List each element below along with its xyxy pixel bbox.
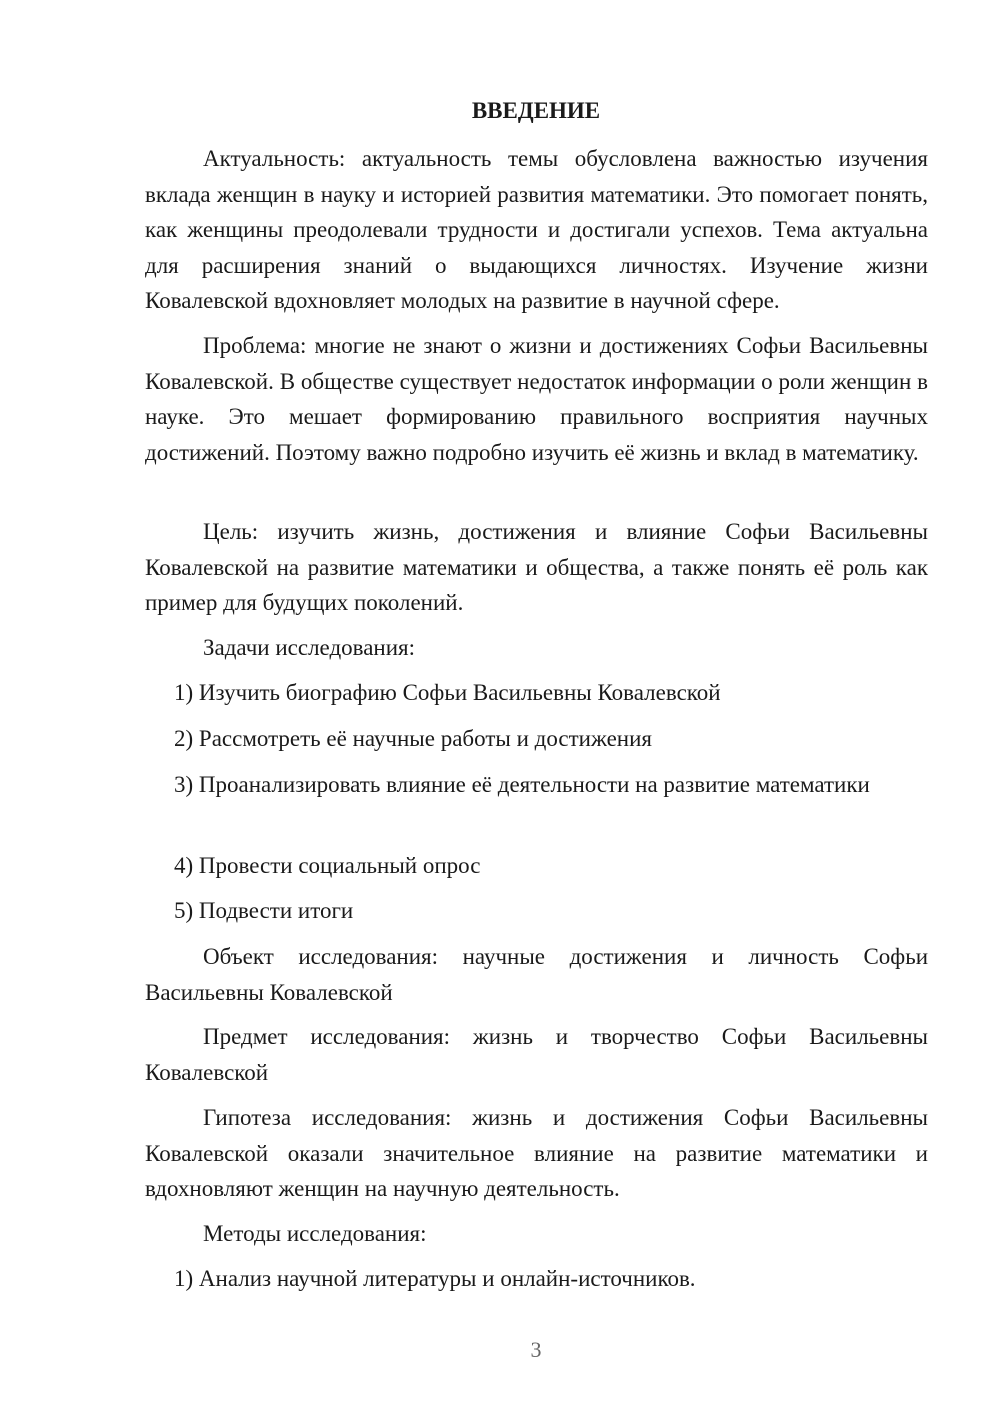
paragraph-tasks-heading: Задачи исследования: (203, 635, 416, 660)
list-item-task-3: 3) Проанализировать влияние её деятельности на развитие математики (174, 772, 870, 797)
paragraph-subject: Предмет исследования: жизнь и творчество Софьи Васильевны Ковалевской (145, 1024, 928, 1085)
paragraph-goal: Цель: изучить жизнь, достижения и влияние Софьи Васильевны Ковалевской на развитие математики и общества, а также понять её роль как пример для будущих поколений. (145, 519, 928, 615)
list-item-task-2: 2) Рассмотреть её научные работы и достижения (174, 726, 652, 751)
page-number: 3 (530, 1337, 542, 1362)
paragraph-hypothesis: Гипотеза исследования: жизнь и достижения Софьи Васильевны Ковалевской оказали значительное влияние на развитие математики и вдохновляют женщин на научную деятельность. (145, 1105, 928, 1201)
section-title: ВВЕДЕНИЕ (471, 98, 601, 123)
paragraph-problem: Проблема: многие не знают о жизни и достижениях Софьи Васильевны Ковалевской. В обществе существует недостаток информации о роли женщин в науке. Это мешает формированию правильного восприятия научных достижений. Поэтому важно подробно изучить её жизнь и вклад в математику. (145, 333, 928, 465)
list-item-task-5: 5) Подвести итоги (174, 898, 354, 923)
paragraph-methods-heading: Методы исследования: (203, 1221, 427, 1246)
list-item-task-1: 1) Изучить биографию Софьи Васильевны Ковалевской (174, 680, 721, 705)
paragraph-object: Объект исследования: научные достижения и личность Софьи Васильевны Ковалевской (145, 944, 928, 1005)
list-item-method-1: 1) Анализ научной литературы и онлайн-источников. (174, 1266, 696, 1291)
list-item-task-4: 4) Провести социальный опрос (174, 853, 481, 878)
paragraph-relevance: Актуальность: актуальность темы обусловлена важностью изучения вклада женщин в науку и историей развития математики. Это помогает понять, как женщины преодолевали трудности и достигали успехов. Тема актуальна для расширения знаний о выдающихся личностях. Изучение жизни Ковалевской вдохновляет молодых на развитие в научной сфере. (145, 146, 928, 313)
